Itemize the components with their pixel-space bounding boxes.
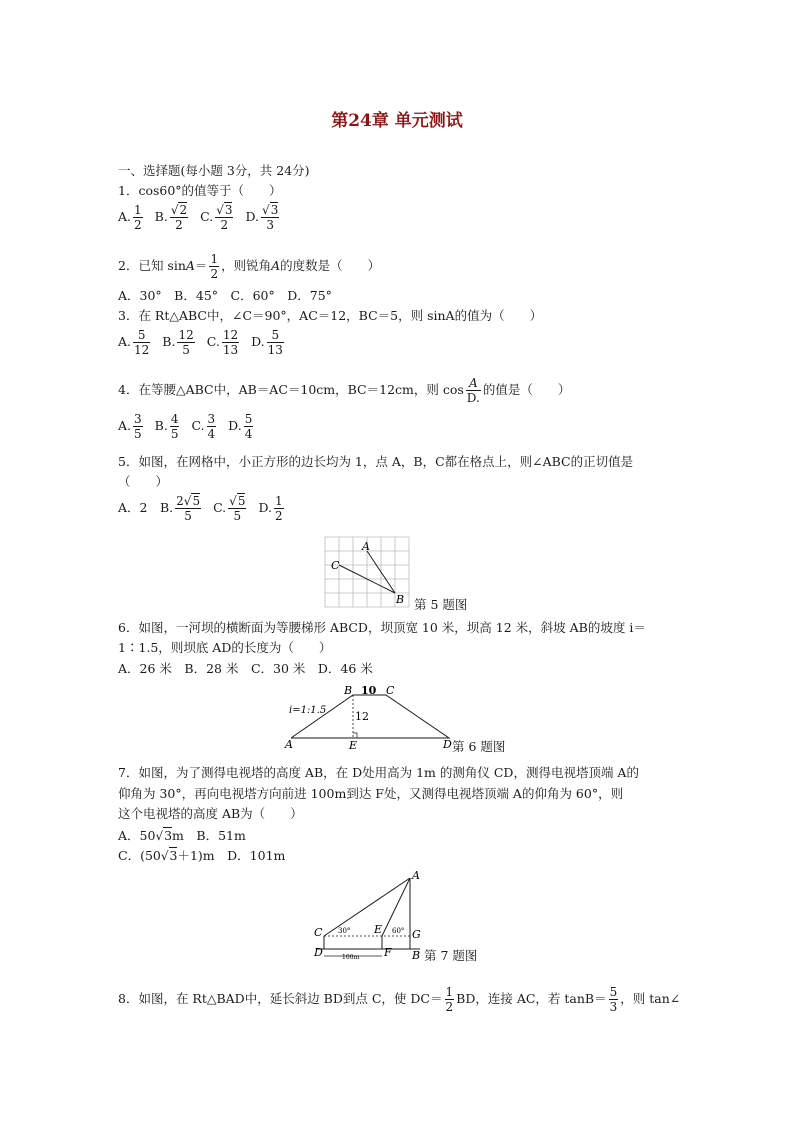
- trapezoid-abcd: [291, 695, 449, 738]
- question-5-stem-line2: （ ）: [118, 474, 169, 489]
- question-4-stem: 4．在等腰△ABC中，AB＝AC＝10cm，BC＝12cm，则 cos $\frac{A}{D.}$ 的值是（ ）: [118, 376, 571, 405]
- question-2-options: A．30° B．45° C．60° D．75°: [118, 288, 332, 303]
- figure-6-trapezoid: [283, 683, 458, 753]
- label-b: B: [344, 684, 353, 697]
- q1-option-d: D. $\frac{√3}{3}$: [245, 203, 279, 232]
- question-7-stem-line3: 这个电视塔的高度 AB为（ ）: [118, 806, 303, 821]
- question-5-stem-line1: 5．如图，在网格中，小正方形的边长均为 1，点 A，B，C都在格点上，则∠ABC的正切值是: [118, 454, 634, 469]
- q5-option-c: C. $\frac{√5}{5}$: [213, 494, 246, 523]
- label-f: F: [384, 946, 392, 959]
- label-c: C: [386, 684, 395, 697]
- q3-option-a: A. $\frac{5}{12}$: [118, 328, 150, 357]
- label-c: C: [314, 926, 323, 939]
- figure-5-grid: [322, 535, 412, 610]
- q4-option-d: D. $\frac{5}{4}$: [228, 412, 253, 441]
- label-d: D: [443, 738, 452, 751]
- page-title: 第24章 单元测试: [331, 111, 463, 131]
- figure-5-caption: 第 5 题图: [414, 597, 468, 612]
- label-e: E: [349, 739, 358, 752]
- label-e: E: [374, 923, 383, 936]
- q4-option-a: A. $\frac{3}{5}$: [118, 412, 142, 441]
- top-width-label: 10: [361, 684, 377, 697]
- right-angle-mark: [353, 733, 357, 738]
- q5-option-ab: A．2 B. $\frac{2√5}{5}$: [118, 494, 201, 523]
- question-4-options: [118, 412, 261, 441]
- slope-label: i=1:1.5: [289, 705, 327, 716]
- label-a: A: [362, 540, 370, 553]
- angle-60-label: 60°: [392, 927, 405, 935]
- label-c: C: [331, 559, 340, 572]
- q4-option-b: B. $\frac{4}{5}$: [154, 412, 179, 441]
- question-6-options: A．26 米 B．28 米 C．30 米 D．46 米: [118, 661, 373, 676]
- q4-option-c: C. $\frac{3}{4}$: [191, 412, 216, 441]
- height-label: 12: [355, 710, 369, 723]
- question-7-options-cd: C．(50√3＋1)m D．101m: [118, 848, 286, 863]
- question-7-stem-line2: 仰角为 30°，再向电视塔方向前进 100m到达 F处，又测得电视塔顶端 A的仰角为 60°，则: [118, 786, 624, 801]
- q1-option-b: B. $\frac{√2}{2}$: [154, 203, 188, 232]
- question-6-stem-line1: 6．如图，一河坝的横断面为等腰梯形 ABCD，坝顶宽 10 米，坝高 12 米，斜坡 AB的坡度 i＝: [118, 620, 646, 635]
- label-g: G: [412, 928, 421, 941]
- q3-option-d: D. $\frac{5}{13}$: [251, 328, 283, 357]
- label-b: B: [396, 593, 405, 606]
- figure-7-tower: [310, 868, 430, 963]
- question-6-stem-line2: 1∶1.5，则坝底 AD的长度为（ ）: [118, 640, 332, 655]
- q1-option-a: A. $\frac{1}{2}$: [118, 203, 142, 232]
- question-3-stem: 3．在 Rt△ABC中，∠C＝90°，AC＝12，BC＝5，则 sinA的值为（ ）: [118, 308, 543, 323]
- question-2-stem: 2．已知 sinA＝ $\frac{1}{2}$ ，则锐角A的度数是（ ）: [118, 252, 381, 281]
- q3-option-b: B. $\frac{12}{5}$: [162, 328, 194, 357]
- q3-option-c: C. $\frac{12}{13}$: [206, 328, 239, 357]
- distance-label: 100m: [342, 954, 360, 961]
- question-5-options: [118, 494, 292, 523]
- question-1-options: [118, 203, 287, 232]
- label-b: B: [412, 949, 421, 962]
- question-8-stem: 8．如图，在 Rt△BAD中，延长斜边 BD到点 C，使 DC＝ $\frac{1}{2}$ BD，连接 AC，若 tanB＝ $\frac{5}{3}$ ，则 tan∠: [118, 985, 681, 1014]
- question-3-options: [118, 328, 292, 357]
- q1-option-c: C. $\frac{√3}{2}$: [200, 203, 233, 232]
- figure-7-caption: 第 7 题图: [424, 948, 478, 963]
- question-7-options-ab: A．50√3m B．51m: [118, 828, 246, 843]
- question-7-stem-line1: 7．如图，为了测得电视塔的高度 AB，在 D处用高为 1m 的测角仪 CD，测得电视塔顶端 A的: [118, 765, 639, 780]
- figure-6-caption: 第 6 题图: [452, 739, 506, 754]
- question-1-stem: 1．cos60°的值等于（ ）: [118, 183, 282, 198]
- label-a: A: [412, 869, 420, 882]
- tower-diagram-lines: [316, 878, 420, 949]
- label-d: D: [314, 946, 323, 959]
- q5-option-d: D. $\frac{1}{2}$: [258, 494, 283, 523]
- label-a: A: [285, 738, 293, 751]
- angle-30-label: 30°: [338, 927, 351, 935]
- section-heading: 一、选择题(每小题 3分，共 24分): [118, 163, 310, 178]
